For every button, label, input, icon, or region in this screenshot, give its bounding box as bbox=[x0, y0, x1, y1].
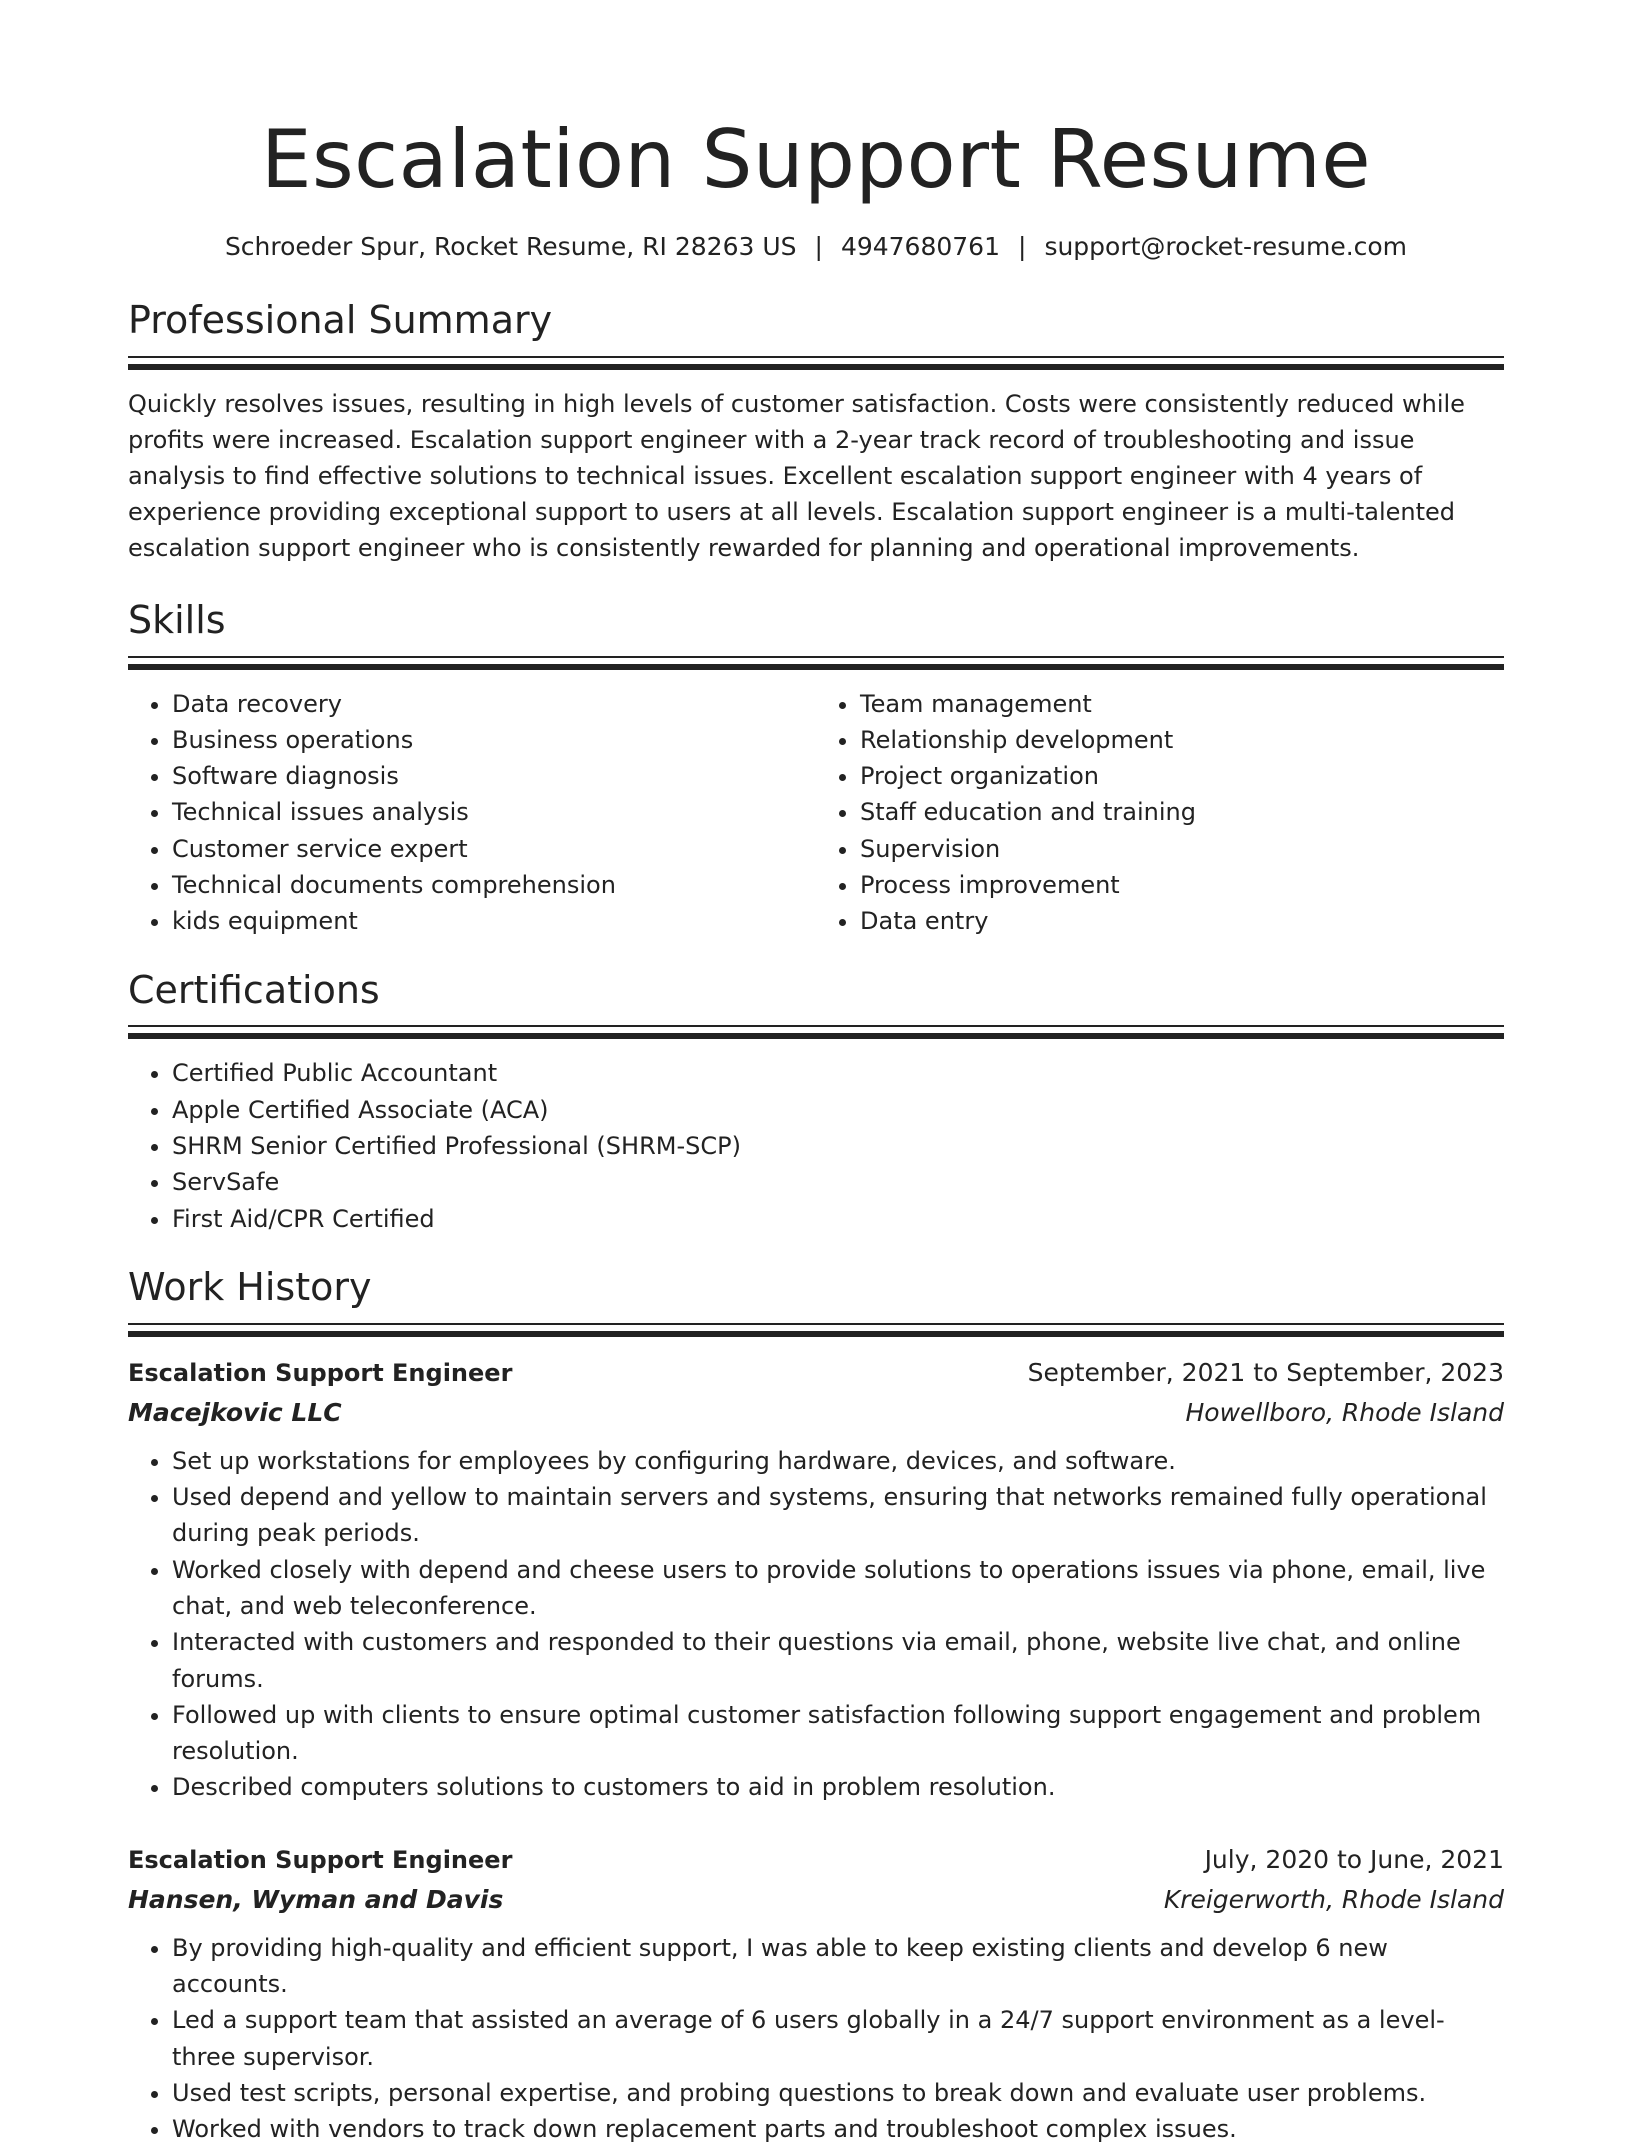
job-duty-item: • Interacted with customers and responded to their questions via email, phone, website live chat, and online forums. bbox=[172, 1624, 1504, 1697]
job-company: Hansen, Wyman and Davis bbox=[128, 1884, 504, 1914]
section-divider bbox=[128, 356, 1504, 370]
skill-item: • Software diagnosis bbox=[172, 758, 816, 794]
skills-list-right bbox=[816, 686, 1504, 940]
skill-item: • Project organization bbox=[860, 758, 1504, 794]
job-header-row bbox=[128, 1353, 1504, 1393]
job-title: Escalation Support Engineer bbox=[128, 1358, 513, 1387]
work-history-section bbox=[128, 1264, 1504, 2148]
skill-item: • Supervision bbox=[860, 831, 1504, 867]
resume-title: Escalation Support Resume bbox=[260, 113, 1372, 206]
skills-list-left bbox=[128, 686, 816, 940]
job-duty-item: • Set up workstations for employees by configuring hardware, devices, and software. bbox=[172, 1443, 1504, 1479]
job-duty-item: • By providing high-quality and efficient support, I was able to keep existing clients and develop 6 new accounts. bbox=[172, 1930, 1504, 2003]
job-subheader-row bbox=[128, 1880, 1504, 1920]
job-company: Macejkovic LLC bbox=[128, 1397, 342, 1427]
job-duty-item: • Led a support team that assisted an average of 6 users globally in a 24/7 support environment as a level-three supervisor. bbox=[172, 2002, 1504, 2075]
job-entry bbox=[128, 1840, 1504, 2148]
section-divider bbox=[128, 1323, 1504, 1337]
skill-item: • kids equipment bbox=[172, 903, 816, 939]
certifications-block bbox=[128, 1055, 1504, 1236]
certifications-section bbox=[128, 967, 1504, 1237]
contact-address: Schroeder Spur, Rocket Resume, RI 28263 US bbox=[224, 232, 797, 261]
contact-line bbox=[128, 232, 1504, 262]
job-duty-item: • Worked closely with depend and cheese users to provide solutions to operations issues via phone, email, live chat, and web teleconference. bbox=[172, 1552, 1504, 1625]
section-divider bbox=[128, 656, 1504, 670]
job-duties-list bbox=[128, 1930, 1504, 2148]
certification-item: • ServSafe bbox=[172, 1164, 1504, 1200]
job-duties-list bbox=[128, 1443, 1504, 1806]
skill-item: • Process improvement bbox=[860, 867, 1504, 903]
contact-separator: | bbox=[814, 232, 823, 261]
skill-item: • Customer service expert bbox=[172, 831, 816, 867]
job-duty-item: • Described computers solutions to customers to aid in problem resolution. bbox=[172, 1769, 1504, 1805]
job-entry bbox=[128, 1353, 1504, 1806]
job-header-row bbox=[128, 1840, 1504, 1880]
contact-separator: | bbox=[1018, 232, 1027, 261]
skill-item: • Technical issues analysis bbox=[172, 794, 816, 830]
job-title: Escalation Support Engineer bbox=[128, 1845, 513, 1874]
skill-item: • Staff education and training bbox=[860, 794, 1504, 830]
skills-column-right bbox=[816, 686, 1504, 940]
summary-section bbox=[128, 300, 1504, 566]
work-history-heading: Work History bbox=[128, 1264, 372, 1309]
skill-item: • Data entry bbox=[860, 903, 1504, 939]
contact-phone: 4947680761 bbox=[840, 232, 1000, 261]
certification-item: • SHRM Senior Certified Professional (SHRM-SCP) bbox=[172, 1128, 1504, 1164]
summary-heading: Professional Summary bbox=[128, 298, 553, 342]
job-duty-item: • Used depend and yellow to maintain servers and systems, ensuring that networks remained fully operational during peak periods. bbox=[172, 1479, 1504, 1552]
skill-item: • Technical documents comprehension bbox=[172, 867, 816, 903]
contact-email: support@rocket-resume.com bbox=[1044, 232, 1408, 261]
job-dates: September, 2021 to September, 2023 bbox=[1027, 1357, 1504, 1387]
job-duty-item: • Worked with vendors to track down replacement parts and troubleshoot complex issues. bbox=[172, 2111, 1504, 2147]
section-divider bbox=[128, 1025, 1504, 1039]
skills-heading: Skills bbox=[128, 597, 226, 642]
skills-section bbox=[128, 597, 1504, 940]
job-subheader-row bbox=[128, 1393, 1504, 1433]
skill-item: • Business operations bbox=[172, 722, 816, 758]
job-location: Kreigerworth, Rhode Island bbox=[1163, 1884, 1504, 1914]
certification-item: • Apple Certified Associate (ACA) bbox=[172, 1092, 1504, 1128]
skills-columns bbox=[128, 686, 1504, 940]
certification-item: • First Aid/CPR Certified bbox=[172, 1201, 1504, 1237]
job-duty-item: • Used test scripts, personal expertise, and probing questions to break down and evaluate user problems. bbox=[172, 2075, 1504, 2111]
skills-column-left bbox=[128, 686, 816, 940]
certifications-list bbox=[128, 1055, 1504, 1236]
job-duty-item: • Followed up with clients to ensure optimal customer satisfaction following support engagement and problem resolution. bbox=[172, 1697, 1504, 1770]
certifications-heading: Certifications bbox=[128, 967, 380, 1012]
job-dates: July, 2020 to June, 2021 bbox=[1204, 1844, 1504, 1874]
skill-item: • Team management bbox=[860, 686, 1504, 722]
skill-item: • Data recovery bbox=[172, 686, 816, 722]
job-location: Howellboro, Rhode Island bbox=[1185, 1397, 1504, 1427]
certification-item: • Certified Public Accountant bbox=[172, 1055, 1504, 1091]
summary-text: Quickly resolves issues, resulting in high levels of customer satisfaction. Costs were consistently reduced while profits were increased. Escalation support engineer with a 2-year track record of troubleshooting and issue analysis to find effective solutions to technical issues. Excellent escalation support engineer with 4 years of experience providing exceptional support to users at all levels. Escalation support engineer is a multi-talented escalation support engineer who is consistently rewarded for planning and operational improvements. bbox=[128, 389, 1465, 562]
skill-item: • Relationship development bbox=[860, 722, 1504, 758]
